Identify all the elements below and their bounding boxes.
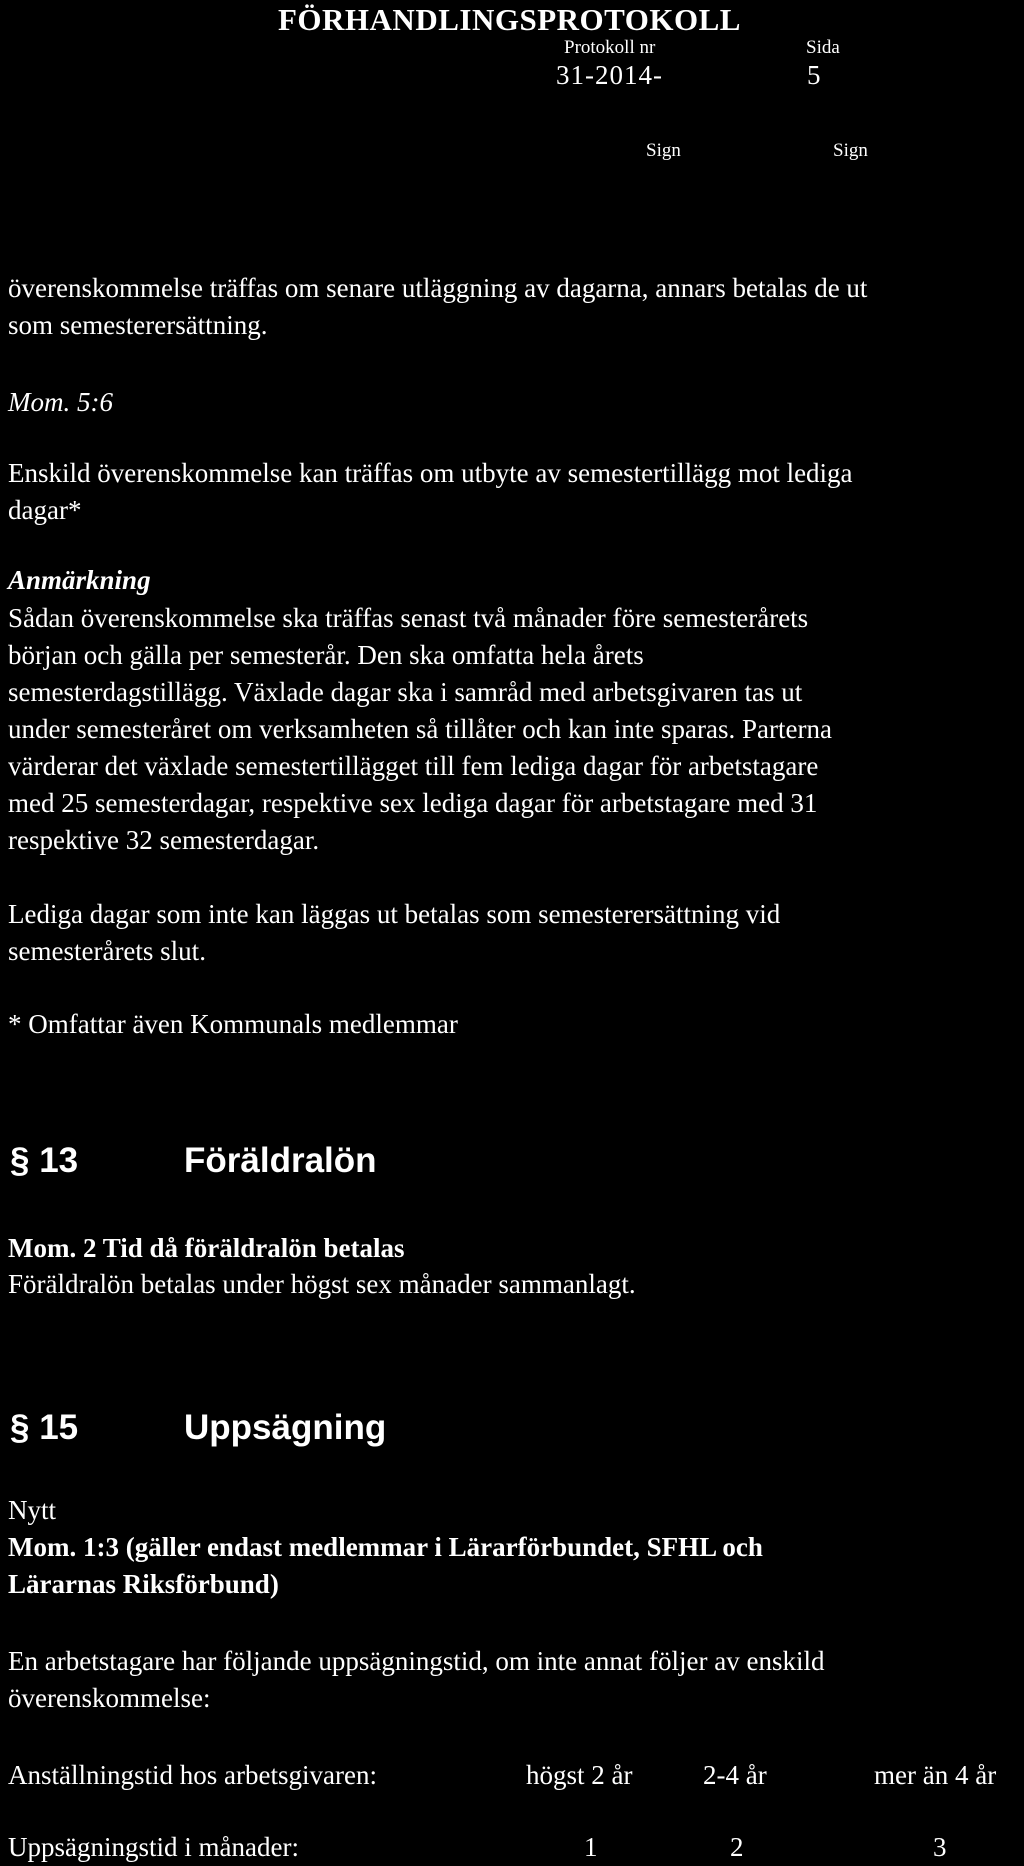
- intro-line-1: överenskommelse träffas om senare utläggning av dagarna, annars betalas de ut: [8, 273, 868, 303]
- section-13-number: § 13: [10, 1141, 79, 1180]
- anmarkning-paragraph: [8, 600, 1022, 859]
- signature-label-2: Sign: [833, 140, 868, 161]
- section-13-text: Föräldralön betalas under högst sex månader sammanlagt.: [8, 1269, 636, 1299]
- anmarkning-line: Sådan överenskommelse ska träffas senast två månader före semesterårets: [8, 603, 809, 633]
- intro-paragraph: [8, 270, 1022, 344]
- mom-5-6-line-1: Enskild överenskommelse kan träffas om utbyte av semestertillägg mot lediga: [8, 458, 853, 488]
- section-15-title: Uppsägning: [184, 1408, 387, 1447]
- mom-5-6-heading: Mom. 5:6: [8, 387, 113, 417]
- section-15-paragraph: [8, 1643, 1022, 1717]
- document-title: FÖRHANDLINGSPROTOKOLL: [278, 2, 741, 37]
- section-15-text-line-2: överenskommelse:: [8, 1683, 211, 1713]
- anmarkning-heading: Anmärkning: [8, 565, 151, 595]
- section-15-mom-heading: [8, 1529, 763, 1603]
- section-15-mom-heading-line-2: Lärarnas Riksförbund): [8, 1569, 279, 1599]
- lediga-dagar-paragraph: [8, 896, 1022, 970]
- table-row-2-col-3: 3: [933, 1832, 947, 1862]
- anmarkning-line: respektive 32 semesterdagar.: [8, 825, 320, 855]
- anmarkning-line: värderar det växlade semestertillägget till fem lediga dagar för arbetstagare: [8, 751, 819, 781]
- table-row-2-label: Uppsägningstid i månader:: [8, 1832, 299, 1862]
- anmarkning-line: med 25 semesterdagar, respektive sex lediga dagar för arbetstagare med 31: [8, 788, 818, 818]
- footnote: * Omfattar även Kommunals medlemmar: [8, 1009, 458, 1039]
- anmarkning-line: under semesteråret om verksamheten så tillåter och kan inte sparas. Parterna: [8, 714, 832, 744]
- table-row-2-col-2: 2: [730, 1832, 744, 1862]
- section-15-new-label: Nytt: [8, 1495, 57, 1525]
- page-number-value: 5: [807, 60, 822, 90]
- table-row-1-col-1: högst 2 år: [526, 1760, 633, 1790]
- lediga-dagar-line-2: semesterårets slut.: [8, 936, 206, 966]
- table-row-1-col-3: mer än 4 år: [874, 1760, 997, 1790]
- lediga-dagar-line-1: Lediga dagar som inte kan läggas ut betalas som semesterersättning vid: [8, 899, 781, 929]
- section-15-text-line-1: En arbetstagare har följande uppsägningstid, om inte annat följer av enskild: [8, 1646, 825, 1676]
- anmarkning-line: semesterdagstillägg. Växlade dagar ska i samråd med arbetsgivaren tas ut: [8, 677, 803, 707]
- section-15-number: § 15: [10, 1408, 79, 1447]
- section-13-title: Föräldralön: [184, 1141, 377, 1180]
- table-row-1-label: Anställningstid hos arbetsgivaren:: [8, 1760, 377, 1790]
- table-row-1-col-2: 2-4 år: [703, 1760, 767, 1790]
- anmarkning-line: början och gälla per semesterår. Den ska omfatta hela årets: [8, 640, 644, 670]
- protocol-number-label: Protokoll nr: [564, 37, 656, 58]
- table-row-2-col-1: 1: [584, 1832, 598, 1862]
- mom-5-6-paragraph: [8, 455, 1022, 529]
- protocol-number-value: 31-2014-: [556, 60, 663, 90]
- page-label: Sida: [806, 37, 840, 58]
- signature-label-1: Sign: [646, 140, 681, 161]
- intro-line-2: som semesterersättning.: [8, 310, 268, 340]
- section-13-mom-heading: Mom. 2 Tid då föräldralön betalas: [8, 1233, 405, 1263]
- section-15-mom-heading-line-1: Mom. 1:3 (gäller endast medlemmar i Lärarförbundet, SFHL och: [8, 1532, 763, 1562]
- mom-5-6-line-2: dagar*: [8, 495, 82, 525]
